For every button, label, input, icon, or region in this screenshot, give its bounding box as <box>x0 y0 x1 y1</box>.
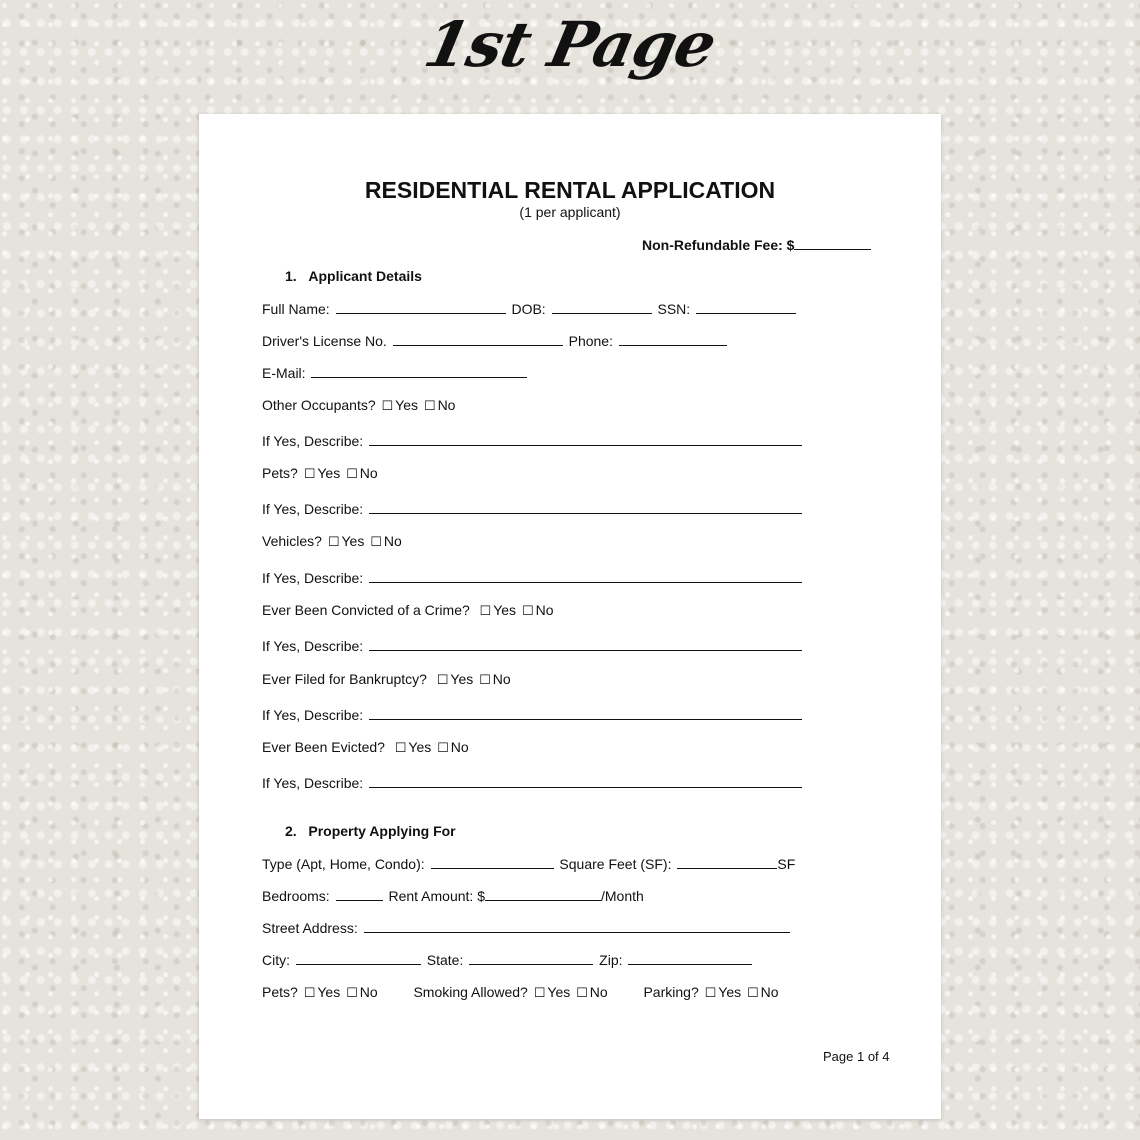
fee-row <box>642 235 871 254</box>
sqft-field[interactable] <box>677 854 777 869</box>
yes-label: Yes <box>718 984 742 1000</box>
pets-describe-field[interactable] <box>369 499 802 514</box>
smoking-no-checkbox[interactable]: ☐ <box>576 986 588 1001</box>
no-label: No <box>359 984 378 1000</box>
type-label: Type (Apt, Home, Condo): <box>262 856 425 872</box>
page-number: Page 1 of 4 <box>823 1049 890 1064</box>
parking-no-checkbox[interactable]: ☐ <box>747 986 759 1001</box>
rent-field[interactable] <box>485 886 601 901</box>
bankruptcy-no-checkbox[interactable]: ☐ <box>479 673 491 688</box>
describe-label: If Yes, Describe: <box>262 775 364 791</box>
city-field[interactable] <box>296 950 421 965</box>
no-label: No <box>359 465 378 481</box>
email-row <box>262 363 529 382</box>
occupants-describe-row <box>262 431 804 450</box>
vehicles-label: Vehicles? <box>262 533 322 549</box>
evicted-describe-field[interactable] <box>369 773 802 788</box>
no-label: No <box>589 984 608 1000</box>
section-2-heading <box>285 822 456 840</box>
fee-label: Non-Refundable Fee: $ <box>642 237 795 253</box>
vehicles-describe-row <box>262 568 804 587</box>
bankruptcy-yes-checkbox[interactable]: ☐ <box>436 673 449 688</box>
property-pets-label: Pets? <box>262 984 298 1000</box>
zip-field[interactable] <box>628 950 752 965</box>
bankruptcy-label: Ever Filed for Bankruptcy? <box>262 671 427 687</box>
license-row <box>262 331 729 350</box>
pets-yes-checkbox[interactable]: ☐ <box>303 467 316 482</box>
full-name-label: Full Name: <box>262 301 330 317</box>
document-page <box>199 114 941 1119</box>
email-field[interactable] <box>311 363 527 378</box>
crime-row <box>262 601 554 621</box>
no-label: No <box>760 984 779 1000</box>
per-month: /Month <box>601 888 644 904</box>
section-1-heading <box>285 267 422 285</box>
bedrooms-row <box>262 886 644 905</box>
street-row <box>262 918 792 937</box>
yes-label: Yes <box>547 984 571 1000</box>
evicted-describe-row <box>262 773 804 792</box>
document-subtitle: (1 per applicant) <box>519 204 621 220</box>
type-row <box>262 854 795 873</box>
yes-label: Yes <box>408 739 432 755</box>
smoking-label: Smoking Allowed? <box>413 984 528 1000</box>
rent-label: Rent Amount: $ <box>388 888 485 904</box>
no-label: No <box>492 671 511 687</box>
describe-label: If Yes, Describe: <box>262 433 364 449</box>
phone-field[interactable] <box>619 331 727 346</box>
occupants-row <box>262 396 455 416</box>
section-number: 2. <box>285 823 297 839</box>
no-label: No <box>450 739 469 755</box>
occupants-describe-field[interactable] <box>369 431 802 446</box>
yes-label: Yes <box>317 984 341 1000</box>
describe-label: If Yes, Describe: <box>262 570 364 586</box>
city-label: City: <box>262 952 290 968</box>
page-banner: 1st Page <box>418 8 722 81</box>
pets-describe-row <box>262 499 804 518</box>
fee-field[interactable] <box>794 235 871 250</box>
bankruptcy-describe-row <box>262 705 804 724</box>
property-pets-yes-checkbox[interactable]: ☐ <box>303 986 316 1001</box>
crime-no-checkbox[interactable]: ☐ <box>521 604 534 619</box>
vehicles-describe-field[interactable] <box>369 568 802 583</box>
describe-label: If Yes, Describe: <box>262 707 364 723</box>
bankruptcy-describe-field[interactable] <box>369 705 802 720</box>
parking-yes-checkbox[interactable]: ☐ <box>704 986 717 1001</box>
document-title: RESIDENTIAL RENTAL APPLICATION <box>364 177 776 203</box>
property-pets-no-checkbox[interactable]: ☐ <box>346 986 358 1001</box>
sqft-label: Square Feet (SF): <box>559 856 672 872</box>
evicted-label: Ever Been Evicted? <box>262 739 385 755</box>
yes-label: Yes <box>395 397 419 413</box>
describe-label: If Yes, Describe: <box>262 501 364 517</box>
vehicles-yes-checkbox[interactable]: ☐ <box>327 535 340 550</box>
section-number: 1. <box>285 268 297 284</box>
ssn-label: SSN: <box>657 301 691 317</box>
amenities-row <box>262 983 779 1003</box>
bankruptcy-row <box>262 670 511 690</box>
section-title: Applicant Details <box>308 268 422 284</box>
ssn-field[interactable] <box>696 299 796 314</box>
describe-label: If Yes, Describe: <box>262 638 364 654</box>
parking-label: Parking? <box>643 984 699 1000</box>
evicted-yes-checkbox[interactable]: ☐ <box>394 741 407 756</box>
no-label: No <box>437 397 456 413</box>
email-label: E-Mail: <box>262 365 306 381</box>
sf-unit: SF <box>777 856 796 872</box>
crime-label: Ever Been Convicted of a Crime? <box>262 602 470 618</box>
bedrooms-label: Bedrooms: <box>262 888 330 904</box>
vehicles-row <box>262 532 402 552</box>
state-field[interactable] <box>469 950 593 965</box>
yes-label: Yes <box>493 602 517 618</box>
no-label: No <box>535 602 554 618</box>
license-label: Driver's License No. <box>262 333 387 349</box>
street-label: Street Address: <box>262 920 358 936</box>
smoking-yes-checkbox[interactable]: ☐ <box>533 986 546 1001</box>
name-row <box>262 299 798 318</box>
full-name-field[interactable] <box>336 299 506 314</box>
phone-label: Phone: <box>568 333 613 349</box>
pets-label: Pets? <box>262 465 298 481</box>
state-label: State: <box>426 952 464 968</box>
evicted-row <box>262 738 469 758</box>
type-field[interactable] <box>431 854 554 869</box>
occupants-no-checkbox[interactable]: ☐ <box>423 399 436 414</box>
yes-label: Yes <box>341 533 365 549</box>
city-row <box>262 950 754 969</box>
yes-label: Yes <box>450 671 474 687</box>
no-label: No <box>383 533 402 549</box>
evicted-no-checkbox[interactable]: ☐ <box>437 741 449 756</box>
occupants-yes-checkbox[interactable]: ☐ <box>381 399 394 414</box>
zip-label: Zip: <box>599 952 623 968</box>
crime-yes-checkbox[interactable]: ☐ <box>479 604 492 619</box>
crime-describe-row <box>262 636 804 655</box>
pets-row <box>262 464 378 484</box>
section-title: Property Applying For <box>308 823 456 839</box>
vehicles-no-checkbox[interactable]: ☐ <box>370 535 382 550</box>
dob-field[interactable] <box>552 299 652 314</box>
yes-label: Yes <box>317 465 341 481</box>
bedrooms-field[interactable] <box>336 886 383 901</box>
license-field[interactable] <box>393 331 563 346</box>
occupants-label: Other Occupants? <box>262 397 376 413</box>
crime-describe-field[interactable] <box>369 636 802 651</box>
street-field[interactable] <box>364 918 790 933</box>
pets-no-checkbox[interactable]: ☐ <box>346 467 358 482</box>
dob-label: DOB: <box>511 301 546 317</box>
